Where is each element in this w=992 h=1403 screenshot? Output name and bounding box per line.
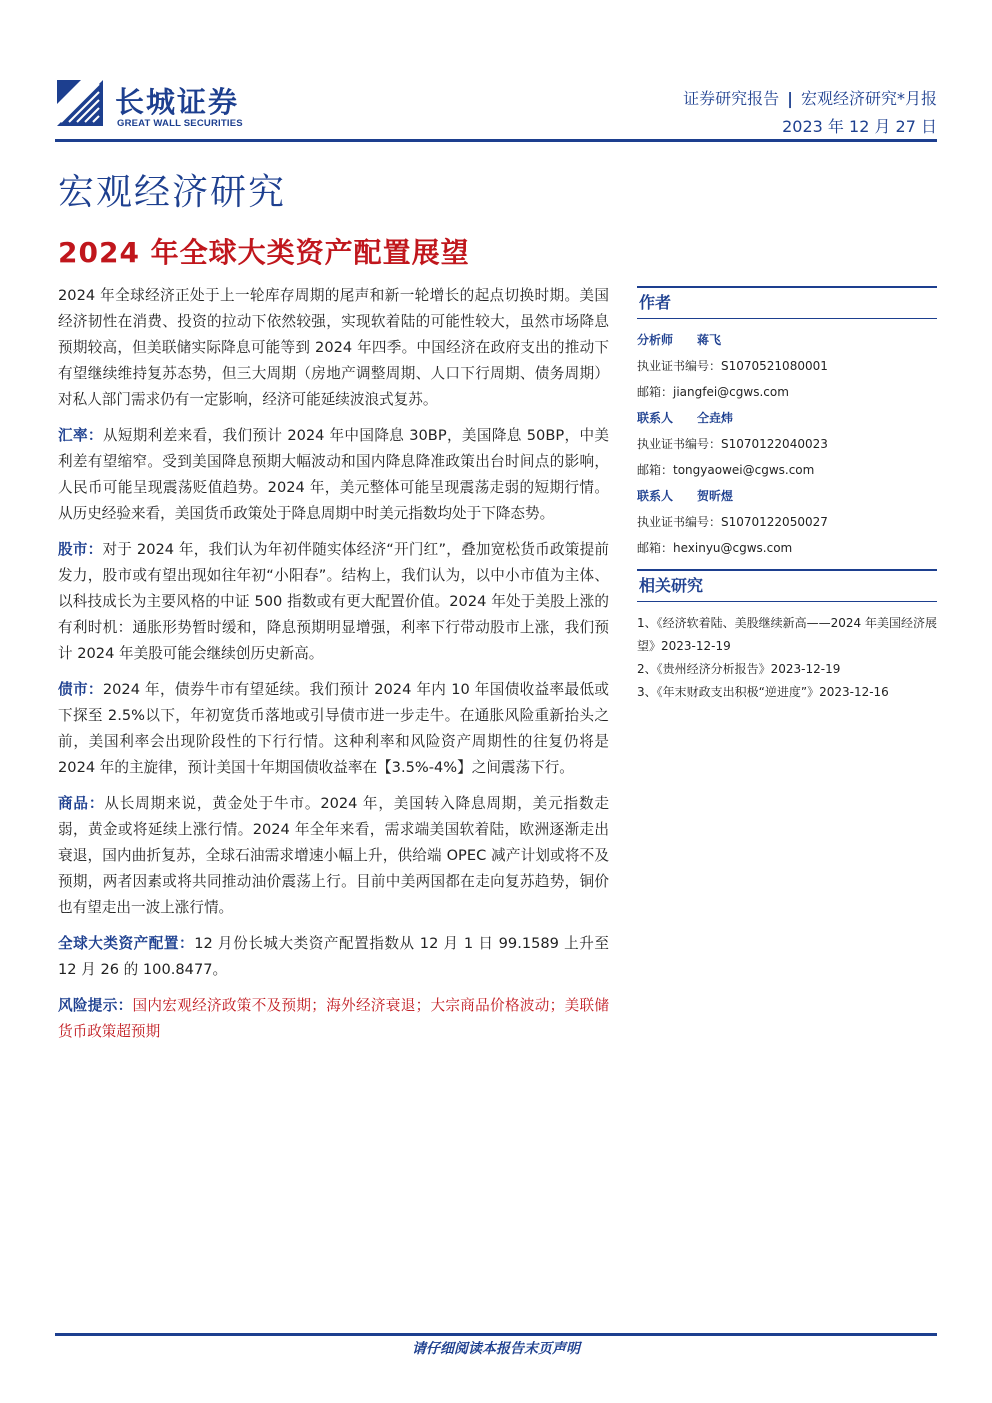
separator: |	[787, 89, 793, 108]
header-divider	[55, 139, 937, 142]
allocation-lead: 全球大类资产配置：	[58, 935, 195, 952]
bond-paragraph	[58, 677, 609, 781]
analyst-list	[637, 319, 937, 569]
analyst-row	[637, 327, 937, 353]
email-link[interactable]: 邮箱：hexinyu@cgws.com	[637, 541, 793, 555]
footer-disclaimer: 请仔细阅读本报告末页声明	[412, 1341, 580, 1357]
certificate-number: 执业证书编号：S1070122050027	[637, 515, 828, 529]
related-research-item[interactable]: 2、《贵州经济分析报告》2023-12-19	[637, 662, 841, 676]
certificate-number: 执业证书编号：S1070521080001	[637, 359, 828, 373]
authors-heading: 作者	[637, 286, 937, 319]
logo-text-en: GREAT WALL SECURITIES	[117, 118, 243, 129]
risk-body: 国内宏观经济政策不及预期；海外经济衰退；大宗商品价格波动；美联储货币政策超预期	[58, 997, 609, 1040]
logo-text-cn: 长城证券	[115, 85, 240, 119]
report-type-right: 宏观经济研究*月报	[800, 89, 937, 108]
fx-body: 从短期利差来看，我们预计 2024 年中国降息 30BP，美国降息 50BP，中美利差有望缩窄。受到美国降息预期大幅波动和国内降息降准政策出台时间点的影响，人民币可能呈现震荡贬值趋势。2024 年，美元整体可能呈现震荡走弱的短期行情。从历史经验来看，美国货币政策处于降息周期中时美元指数均处于下降态势。	[58, 427, 609, 522]
document-title: 2024 年全球大类资产配置展望	[58, 236, 470, 269]
commodity-paragraph	[58, 791, 609, 921]
contact-row	[637, 483, 937, 509]
section-title: 宏观经济研究	[58, 172, 287, 213]
analyst-name: 蒋飞	[697, 333, 722, 347]
sidebar	[637, 286, 937, 704]
contact-row	[637, 405, 937, 431]
certificate-number: 执业证书编号：S1070122040023	[637, 437, 828, 451]
fx-lead: 汇率：	[58, 427, 103, 444]
report-type	[683, 86, 937, 109]
contact-role: 联系人	[637, 489, 674, 503]
page-header	[55, 72, 937, 140]
commodity-body: 从长周期来说，黄金处于牛市。2024 年，美国转入降息周期，美元指数走弱，黄金或将延续上涨行情。2024 年全年来看，需求端美国软着陆，欧洲逐渐走出衰退，国内曲折复苏，全球石油需求增速小幅上升，供给端 OPEC 减产计划或将不及预期，两者因素或将共同推动油价震荡上行。目前中美两国都在走向复苏趋势，铜价也有望走出一波上涨行情。	[58, 795, 609, 916]
bond-body: 2024 年，债券牛市有望延续。我们预计 2024 年内 10 年国债收益率最低或下探至 2.5%以下，年初宽货币落地或引导债市进一步走牛。在通胀风险重新抬头之前，美国利率会出现阶段性的下行行情。这种利率和风险资产周期性的往复仍将是 2024 年的主旋律，预计美国十年期国债收益率在【3.5%-4%】之间震荡下行。	[58, 681, 609, 776]
allocation-body: 12 月份长城大类资产配置指数从 12 月 1 日 99.1589 上升至 12 月 26 的 100.8477。	[58, 935, 609, 978]
fx-paragraph	[58, 423, 609, 527]
contact-name: 仝垚炜	[697, 411, 734, 425]
related-research-heading: 相关研究	[637, 569, 937, 602]
footer-divider	[55, 1333, 937, 1336]
report-type-left: 证券研究报告	[683, 89, 780, 108]
main-content	[58, 283, 609, 1055]
allocation-paragraph	[58, 931, 609, 983]
related-research-list	[637, 602, 937, 704]
analyst-role: 分析师	[637, 333, 674, 347]
email-link[interactable]: 邮箱：jiangfei@cgws.com	[637, 385, 789, 399]
risk-paragraph	[58, 993, 609, 1045]
related-research-item[interactable]: 1、《经济软着陆、美股继续新高——2024 年美国经济展望》2023-12-19	[637, 616, 937, 653]
bond-lead: 债市：	[58, 681, 103, 698]
contact-name: 贺昕煜	[697, 489, 734, 503]
company-logo	[55, 78, 315, 132]
intro-paragraph: 2024 年全球经济正处于上一轮库存周期的尾声和新一轮增长的起点切换时期。美国经济韧性在消费、投资的拉动下依然较强，实现软着陆的可能性较大，虽然市场降息预期较高，但美联储实际降息可能等到 2024 年四季。中国经济在政府支出的推动下有望继续维持复苏态势，但三大周期（房地产调整周期、人口下行周期、债务周期）对私人部门需求仍有一定影响，经济可能延续波浪式复苏。	[58, 287, 609, 408]
risk-lead: 风险提示：	[58, 997, 133, 1014]
stock-body: 对于 2024 年，我们认为年初伴随实体经济“开门红”，叠加宽松货币政策提前发力，股市或有望出现如往年初“小阳春”。结构上，我们认为，以中小市值为主体、以科技成长为主要风格的中证 500 指数或有更大配置价值。2024 年处于美股上涨的有利时机：通胀形势暂时缓和，降息预期明显增强，利率下行带动股市上涨，我们预计 2024 年美股可能会继续创历史新高。	[58, 541, 609, 662]
stock-lead: 股市：	[58, 541, 103, 558]
commodity-lead: 商品：	[58, 795, 105, 812]
contact-role: 联系人	[637, 411, 674, 425]
great-wall-logo-icon	[55, 78, 105, 128]
stock-paragraph	[58, 537, 609, 667]
related-research-item[interactable]: 3、《年末财政支出积极“逆进度”》2023-12-16	[637, 685, 889, 699]
email-link[interactable]: 邮箱：tongyaowei@cgws.com	[637, 463, 815, 477]
report-date: 2023 年 12 月 27 日	[782, 117, 937, 136]
